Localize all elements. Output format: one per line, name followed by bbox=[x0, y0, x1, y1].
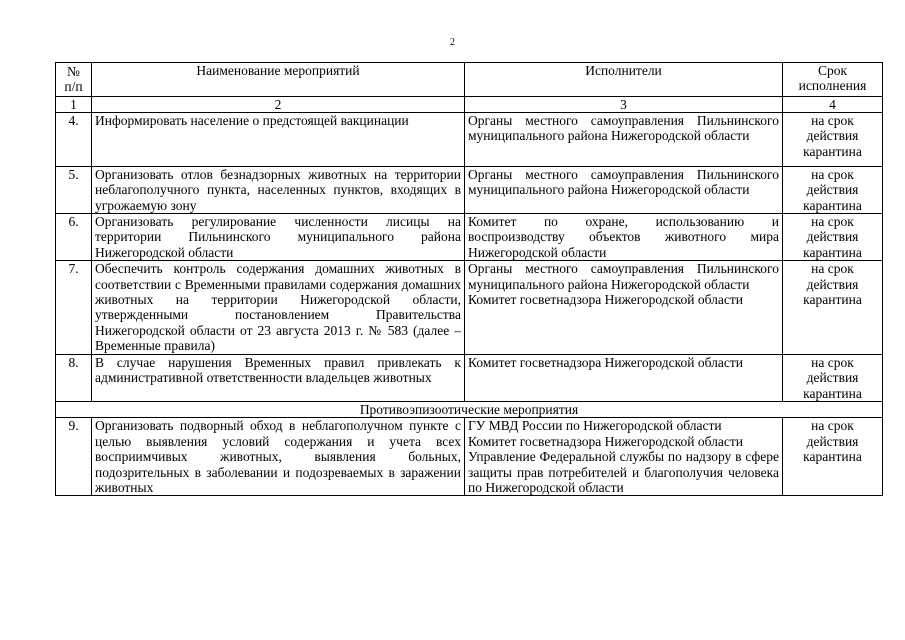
column-index: 3 bbox=[465, 96, 783, 112]
term-cell: на срок действия карантина bbox=[783, 166, 883, 213]
row-number: 4. bbox=[56, 112, 92, 166]
measures-table bbox=[55, 62, 883, 496]
executors-cell bbox=[465, 166, 783, 213]
measure-name: В случае нарушения Временных правил привлекать к административной ответственности владельцев животных bbox=[92, 354, 465, 401]
table-header-row bbox=[56, 63, 883, 97]
executors-cell bbox=[465, 354, 783, 401]
column-index-row bbox=[56, 96, 883, 112]
table-row bbox=[56, 112, 883, 166]
table-row bbox=[56, 166, 883, 213]
table-row bbox=[56, 418, 883, 496]
section-row bbox=[56, 401, 883, 417]
term-cell: на срок действия карантина bbox=[783, 112, 883, 166]
row-number: 6. bbox=[56, 214, 92, 261]
executor: Органы местного самоуправления Пильнинского муниципального района Нижегородской области bbox=[468, 112, 779, 144]
executor: ГУ МВД России по Нижегородской области bbox=[468, 418, 722, 434]
measure-name: Обеспечить контроль содержания домашних животных в соответствии с Временными правилами содержания домашних животных на территории Нижегородской области, утвержденными постановлением Правительства Нижегородской области от 23 августа 2013 г. № 583 (далее – Временные правила) bbox=[92, 261, 465, 354]
term-cell: на срок действия карантина bbox=[783, 418, 883, 496]
page-number: 2 bbox=[450, 37, 455, 48]
header-num: № п/п bbox=[56, 63, 92, 97]
term-cell: на срок действия карантина bbox=[783, 214, 883, 261]
header-term: Срок исполнения bbox=[783, 63, 883, 97]
row-number: 5. bbox=[56, 166, 92, 213]
header-name: Наименование мероприятий bbox=[92, 63, 465, 97]
executor: Управление Федеральной службы по надзору в сфере защиты прав потребителей и благополучия человека по Нижегородской области bbox=[468, 449, 779, 495]
executor: Комитет госветнадзора Нижегородской области bbox=[468, 292, 743, 308]
table-row bbox=[56, 214, 883, 261]
executors-cell bbox=[465, 261, 783, 354]
term-cell: на срок действия карантина bbox=[783, 261, 883, 354]
header-executors: Исполнители bbox=[465, 63, 783, 97]
executors-cell bbox=[465, 418, 783, 496]
executor: Органы местного самоуправления Пильнинского муниципального района Нижегородской области bbox=[468, 166, 779, 198]
term-cell: на срок действия карантина bbox=[783, 354, 883, 401]
measure-name: Организовать отлов безнадзорных животных на территории неблагополучного пункта, населенных пунктов, входящих в угрожаемую зону bbox=[92, 166, 465, 213]
section-title: Противоэпизоотические мероприятия bbox=[56, 401, 883, 417]
row-number: 7. bbox=[56, 261, 92, 354]
measure-name: Информировать население о предстоящей вакцинации bbox=[92, 112, 465, 166]
measure-name: Организовать регулирование численности лисицы на территории Пильнинского муниципального района Нижегородской области bbox=[92, 214, 465, 261]
column-index: 4 bbox=[783, 96, 883, 112]
executor: Комитет по охране, использованию и воспроизводству объектов животного мира Нижегородской области bbox=[468, 214, 779, 260]
measure-name: Организовать подворный обход в неблагополучном пункте с целью выявления условий содержания и учета всех восприимчивых животных, выявления больных, подозрительных в заболевании и подозреваемых в заражении животных bbox=[92, 418, 465, 496]
executor: Комитет госветнадзора Нижегородской области bbox=[468, 433, 743, 449]
row-number: 9. bbox=[56, 418, 92, 496]
row-number: 8. bbox=[56, 354, 92, 401]
table-row bbox=[56, 261, 883, 354]
column-index: 2 bbox=[92, 96, 465, 112]
executors-cell bbox=[465, 112, 783, 166]
table-row bbox=[56, 354, 883, 401]
executor: Органы местного самоуправления Пильнинского муниципального района Нижегородской области bbox=[468, 261, 779, 292]
executor: Комитет госветнадзора Нижегородской области bbox=[468, 354, 743, 370]
executors-cell bbox=[465, 214, 783, 261]
column-index: 1 bbox=[56, 96, 92, 112]
